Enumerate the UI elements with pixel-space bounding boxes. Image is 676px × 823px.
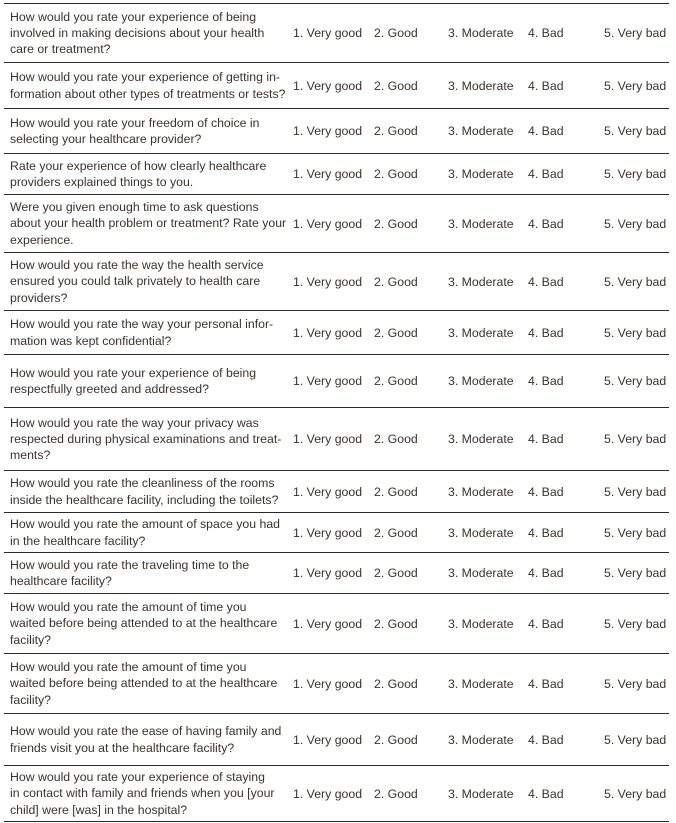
question-text: How would you rate the way your privacy was respected during physical examinations and treat- ments?	[10, 415, 282, 463]
rating-option: 5. Very bad	[604, 124, 667, 138]
rating-option: 1. Very good	[293, 167, 363, 181]
rating-option: 1. Very good	[293, 26, 363, 40]
table-row	[4, 311, 669, 355]
rating-option: 5. Very bad	[604, 616, 667, 631]
rating-option: 3. Moderate	[448, 124, 514, 138]
rating-option: 1. Very good	[293, 484, 363, 499]
rating-option: 4. Bad	[528, 676, 564, 691]
rating-option: 1. Very good	[293, 525, 363, 540]
rating-option: 5. Very bad	[604, 26, 667, 40]
rating-option: 5. Very bad	[604, 325, 667, 340]
rating-option: 5. Very bad	[604, 786, 667, 801]
rating-option: 2. Good	[374, 676, 418, 691]
rating-option: 3. Moderate	[448, 566, 514, 580]
rating-option: 3. Moderate	[448, 732, 514, 747]
question-text: How would you rate the ease of having family and friends visit you at the healthcare facility?	[10, 724, 282, 755]
rating-option: 2. Good	[374, 167, 418, 181]
rating-option: 4. Bad	[528, 216, 564, 231]
rating-option: 4. Bad	[528, 732, 564, 747]
question-text: How would you rate the way the health service ensured you could talk privately to health care providers?	[10, 258, 264, 305]
table-row	[4, 253, 669, 311]
question-text: How would you rate your experience of being respectfully greeted and addressed?	[10, 365, 257, 396]
question-text: How would you rate the amount of time you waited before being attended to at the healthcare facility?	[10, 660, 278, 707]
question-text: How would you rate the amount of time you waited before being attended to at the healthcare facility?	[10, 600, 278, 647]
table-row	[4, 408, 669, 471]
question-text: How would you rate your experience of staying in contact with family and friends when you [your child] were [was] in the hospital?	[10, 770, 275, 817]
question-text: How would you rate the cleanliness of the rooms inside the healthcare facility, including the toilets?	[10, 476, 279, 507]
question-text: How would you rate the way your personal infor- mation was kept confidential?	[10, 317, 274, 348]
rating-option: 4. Bad	[528, 124, 564, 138]
rating-option: 4. Bad	[528, 432, 564, 446]
rating-option: 5. Very bad	[604, 374, 667, 388]
rating-option: 1. Very good	[293, 325, 363, 340]
rating-option: 3. Moderate	[448, 216, 514, 231]
rating-option: 1. Very good	[293, 732, 363, 747]
rating-option: 1. Very good	[293, 274, 363, 289]
rating-option: 1. Very good	[293, 78, 363, 93]
question-text: How would you rate your experience of getting in- formation about other types of treatments or tests?	[10, 70, 286, 101]
rating-option: 4. Bad	[528, 484, 564, 499]
rating-option: 3. Moderate	[448, 167, 514, 181]
rating-option: 2. Good	[374, 274, 418, 289]
rating-option: 4. Bad	[528, 374, 564, 388]
rating-option: 5. Very bad	[604, 525, 667, 540]
rating-option: 1. Very good	[293, 216, 363, 231]
rating-option: 5. Very bad	[604, 432, 667, 446]
rating-option: 4. Bad	[528, 274, 564, 289]
rating-option: 3. Moderate	[448, 432, 514, 446]
rating-option: 5. Very bad	[604, 274, 667, 289]
table-row	[4, 195, 669, 253]
rating-option: 5. Very bad	[604, 216, 667, 231]
question-text: How would you rate the amount of space you had in the healthcare facility?	[10, 517, 281, 548]
rating-option: 3. Moderate	[448, 786, 514, 801]
question-text: Were you given enough time to ask questions about your health problem or treatment? Rate your experience.	[10, 200, 287, 247]
table-row	[4, 4, 669, 63]
rating-option: 2. Good	[374, 216, 418, 231]
rating-option: 3. Moderate	[448, 616, 514, 631]
table-row	[4, 654, 669, 714]
rating-option: 5. Very bad	[604, 484, 667, 499]
rating-option: 5. Very bad	[604, 676, 667, 691]
question-text: How would you rate the traveling time to the healthcare facility?	[10, 557, 250, 588]
question-text: How would you rate your freedom of choice in selecting your healthcare provider?	[10, 115, 260, 146]
table-row	[4, 154, 669, 195]
rating-option: 4. Bad	[528, 78, 564, 93]
table-row	[4, 513, 669, 553]
rating-option: 2. Good	[374, 566, 418, 580]
rating-option: 2. Good	[374, 525, 418, 540]
rating-option: 2. Good	[374, 432, 418, 446]
rating-option: 2. Good	[374, 374, 418, 388]
rating-option: 1. Very good	[293, 124, 363, 138]
table-row	[4, 355, 669, 408]
rating-option: 3. Moderate	[448, 374, 514, 388]
rating-option: 2. Good	[374, 786, 418, 801]
rating-option: 4. Bad	[528, 167, 564, 181]
rating-option: 4. Bad	[528, 325, 564, 340]
rating-option: 3. Moderate	[448, 26, 514, 40]
rating-option: 1. Very good	[293, 432, 363, 446]
rating-option: 3. Moderate	[448, 525, 514, 540]
table-row	[4, 553, 669, 594]
rating-option: 3. Moderate	[448, 78, 514, 93]
rating-option: 5. Very bad	[604, 167, 667, 181]
rating-option: 2. Good	[374, 616, 418, 631]
question-text: How would you rate your experience of being involved in making decisions about your health care or treatment?	[10, 9, 265, 57]
rating-option: 2. Good	[374, 124, 418, 138]
rating-option: 3. Moderate	[448, 274, 514, 289]
rating-option: 4. Bad	[528, 616, 564, 631]
table-row	[4, 594, 669, 654]
rating-option: 1. Very good	[293, 676, 363, 691]
rating-option: 3. Moderate	[448, 484, 514, 499]
rating-option: 1. Very good	[293, 616, 363, 631]
table-row	[4, 714, 669, 766]
rating-option: 2. Good	[374, 26, 418, 40]
rating-option: 1. Very good	[293, 786, 363, 801]
rating-option: 4. Bad	[528, 786, 564, 801]
rating-option: 4. Bad	[528, 26, 564, 40]
table-row	[4, 766, 669, 822]
rating-option: 4. Bad	[528, 566, 564, 580]
rating-option: 2. Good	[374, 484, 418, 499]
rating-option: 2. Good	[374, 732, 418, 747]
table-row	[4, 109, 669, 154]
rating-option: 1. Very good	[293, 374, 363, 388]
question-text: Rate your experience of how clearly healthcare providers explained things to you.	[10, 158, 267, 189]
rating-option: 5. Very bad	[604, 732, 667, 747]
rating-option: 3. Moderate	[448, 676, 514, 691]
rating-option: 4. Bad	[528, 525, 564, 540]
rating-option: 2. Good	[374, 325, 418, 340]
rating-option: 3. Moderate	[448, 325, 514, 340]
rating-table	[4, 3, 669, 822]
rating-option: 5. Very bad	[604, 78, 667, 93]
rating-option: 5. Very bad	[604, 566, 667, 580]
rating-option: 2. Good	[374, 78, 418, 93]
table-row	[4, 471, 669, 513]
table-row	[4, 63, 669, 109]
rating-option: 1. Very good	[293, 566, 363, 580]
